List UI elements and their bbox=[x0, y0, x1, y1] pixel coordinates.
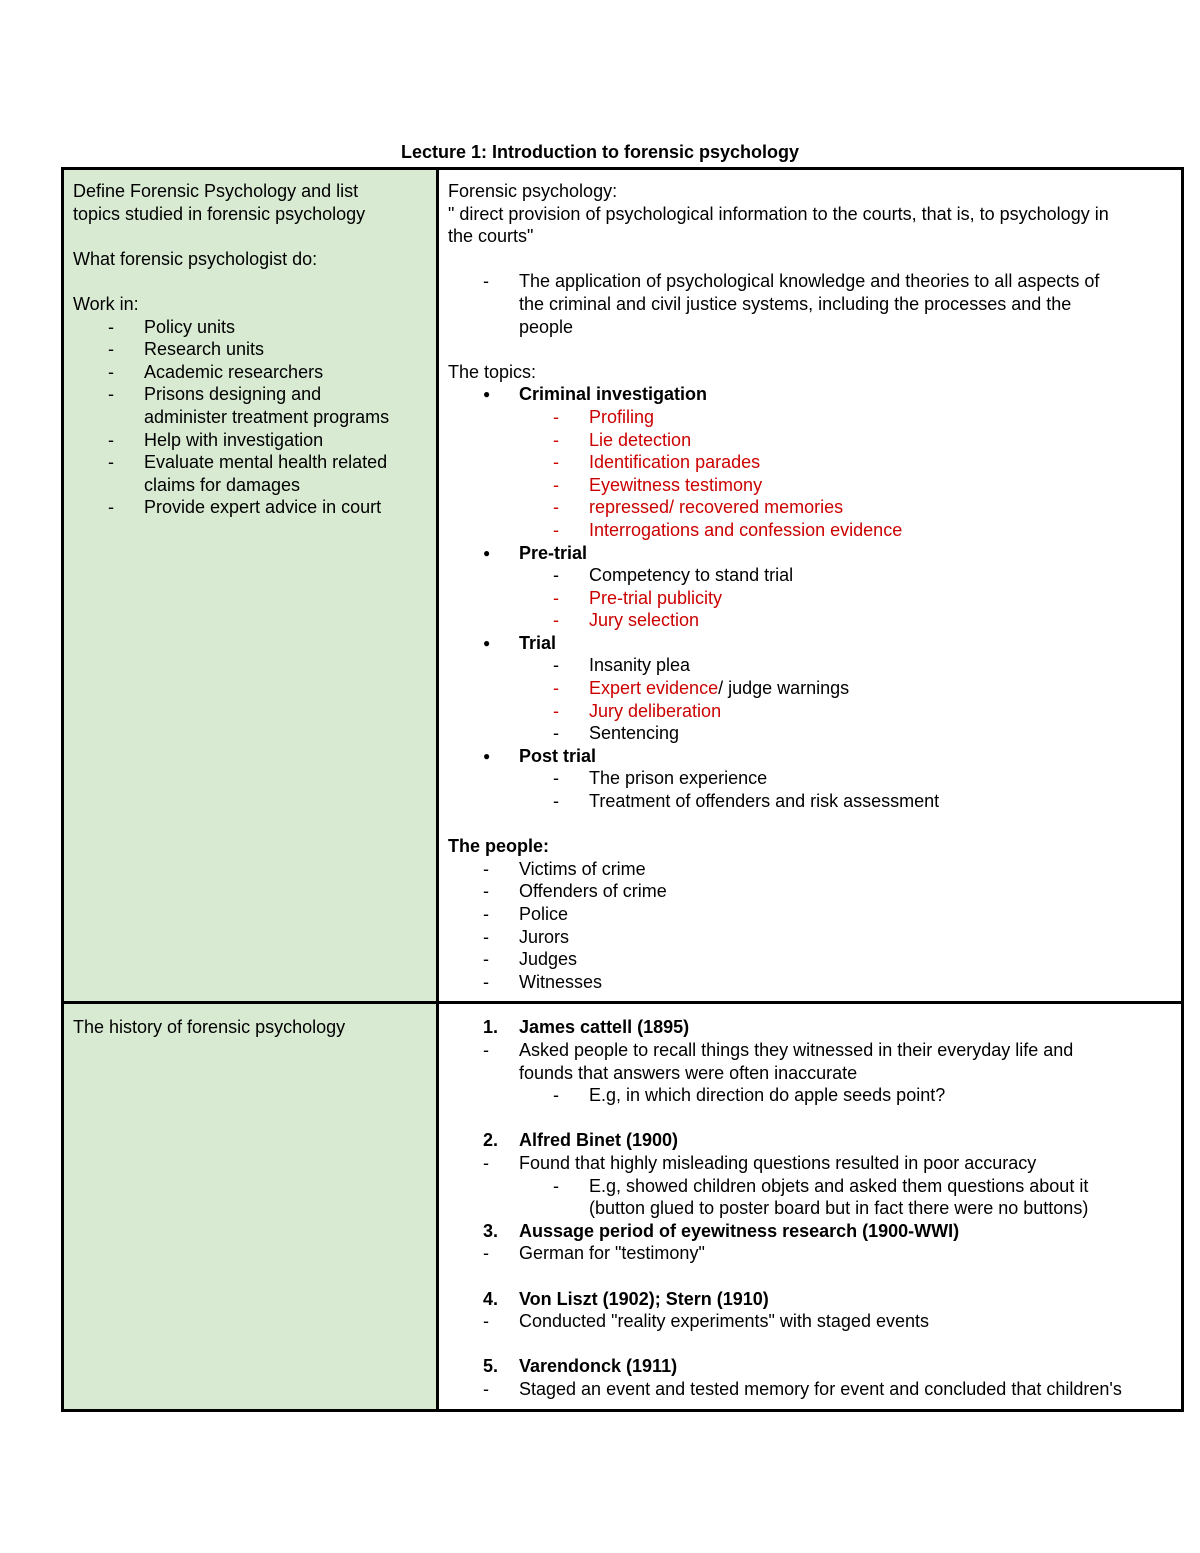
entry-number: 3. bbox=[483, 1220, 499, 1241]
dash-bullet: - bbox=[553, 565, 559, 586]
entry-number: 5. bbox=[483, 1356, 499, 1377]
person-item-text: Witnesses bbox=[519, 971, 603, 992]
dash-bullet: - bbox=[108, 384, 114, 405]
topic-item-text bbox=[589, 609, 1173, 632]
text-part: Lie detection bbox=[589, 429, 692, 450]
dash-bullet: - bbox=[108, 316, 114, 337]
bullet-icon: ● bbox=[483, 387, 491, 402]
dash-bullet: - bbox=[553, 497, 559, 518]
spacer bbox=[448, 1265, 1173, 1288]
dash-bullet: - bbox=[483, 1243, 489, 1264]
entry-heading: Varendonck (1911) bbox=[519, 1356, 678, 1377]
topic-item-text bbox=[589, 451, 1173, 474]
topic-item bbox=[448, 451, 1173, 474]
list-item bbox=[73, 383, 428, 428]
list-item bbox=[73, 316, 428, 339]
topic-item bbox=[448, 700, 1173, 723]
entry-heading: Aussage period of eyewitness research (1900-WWI) bbox=[519, 1220, 960, 1241]
document-title: Lecture 1: Introduction to forensic psychology bbox=[400, 142, 800, 162]
text-part: repressed/ recovered memories bbox=[589, 497, 844, 518]
text-part: Jury selection bbox=[589, 610, 700, 631]
people-list bbox=[448, 858, 1173, 994]
history-point bbox=[448, 1039, 1173, 1084]
dash-bullet: - bbox=[553, 791, 559, 812]
text-part: Competency to stand trial bbox=[589, 565, 794, 586]
application-text-text: The application of psychological knowledge and theories to all aspects of bbox=[519, 271, 1100, 292]
history-point-text: E.g, showed children objets and asked them questions about it bbox=[589, 1175, 1089, 1196]
dash-bullet: - bbox=[108, 452, 114, 473]
history-point-text: Asked people to recall things they witnessed in their everyday life and bbox=[519, 1039, 1074, 1060]
dash-bullet: - bbox=[483, 1039, 489, 1060]
person-item-text: Victims of crime bbox=[519, 858, 646, 879]
history-point-text: Found that highly misleading questions resulted in poor accuracy bbox=[519, 1152, 1037, 1173]
row1-right-cell bbox=[438, 169, 1183, 1003]
history-label: The history of forensic psychology bbox=[73, 1017, 346, 1038]
history-point-text: Conducted "reality experiments" with staged events bbox=[519, 1311, 929, 1332]
list-item bbox=[73, 338, 428, 361]
fp-label: Forensic psychology: bbox=[448, 181, 618, 201]
history-list bbox=[448, 1016, 1173, 1400]
dash-bullet: - bbox=[483, 1311, 489, 1332]
topic-item bbox=[448, 474, 1173, 497]
topic-name: Post trial bbox=[519, 745, 597, 766]
topic-name: Pre-trial bbox=[519, 542, 588, 563]
topic-item bbox=[448, 654, 1173, 677]
topic-item bbox=[448, 406, 1173, 429]
history-point bbox=[448, 1152, 1173, 1175]
history-point-text: founds that answers were often inaccurate bbox=[519, 1062, 858, 1083]
row2-right-cell bbox=[438, 1003, 1183, 1411]
text-part: / judge warnings bbox=[718, 678, 850, 699]
history-heading bbox=[448, 1288, 1173, 1311]
dash-bullet: - bbox=[553, 1175, 559, 1196]
dash-bullet: - bbox=[483, 271, 489, 292]
history-point-text: Staged an event and tested memory for event and concluded that children's bbox=[519, 1378, 1122, 1399]
dash-bullet: - bbox=[483, 1378, 489, 1399]
history-heading bbox=[448, 1016, 1173, 1039]
history-point-text: (button glued to poster board but in fact there were no buttons) bbox=[589, 1198, 1089, 1219]
person-item-text: Judges bbox=[519, 949, 578, 970]
topic-item-text bbox=[589, 654, 1173, 677]
topic-item-text bbox=[589, 519, 1173, 542]
list-item bbox=[73, 429, 428, 452]
topic-item bbox=[448, 677, 1173, 700]
row1-left-cell bbox=[63, 169, 438, 1003]
entry-number: 1. bbox=[483, 1017, 499, 1038]
quote-line-2: the courts" bbox=[448, 226, 534, 247]
text-part: Treatment of offenders and risk assessment bbox=[589, 791, 940, 812]
history-point bbox=[448, 1310, 1173, 1333]
quote-line-1: " direct provision of psychological information to the courts, that is, to psychology in bbox=[448, 203, 1109, 224]
person-item bbox=[448, 858, 1173, 881]
bullet-icon: ● bbox=[483, 635, 491, 650]
bullet-icon: ● bbox=[483, 545, 491, 560]
spacer bbox=[448, 1333, 1173, 1356]
person-item bbox=[448, 948, 1173, 971]
bullet-icon: ● bbox=[483, 748, 491, 763]
topic-item-text bbox=[589, 587, 1173, 610]
dash-bullet: - bbox=[483, 858, 489, 879]
dash-bullet: - bbox=[483, 881, 489, 902]
list-item-text: Academic researchers bbox=[144, 361, 324, 382]
dash-bullet: - bbox=[483, 1152, 489, 1173]
topic-heading bbox=[448, 542, 1173, 565]
text-part: Identification parades bbox=[589, 452, 761, 473]
text-part: Profiling bbox=[589, 406, 655, 427]
topics-label: The topics: bbox=[448, 361, 537, 382]
list-item-text: Research units bbox=[144, 339, 265, 360]
topic-item bbox=[448, 722, 1173, 745]
text-part: Interrogations and confession evidence bbox=[589, 519, 903, 540]
dash-bullet: - bbox=[553, 678, 559, 699]
work-in-list bbox=[73, 316, 428, 519]
topic-item bbox=[448, 429, 1173, 452]
topic-heading bbox=[448, 383, 1173, 406]
topic-item bbox=[448, 519, 1173, 542]
dash-bullet: - bbox=[553, 1085, 559, 1106]
dash-bullet: - bbox=[108, 339, 114, 360]
topic-item-text bbox=[589, 767, 1173, 790]
topic-heading bbox=[448, 745, 1173, 768]
dash-bullet: - bbox=[483, 904, 489, 924]
topic-item bbox=[448, 587, 1173, 610]
dash-bullet: - bbox=[553, 723, 559, 744]
dash-bullet: - bbox=[108, 361, 114, 382]
work-in-label: Work in: bbox=[73, 293, 139, 314]
topic-name: Trial bbox=[519, 632, 557, 653]
entry-number: 4. bbox=[483, 1288, 499, 1309]
topic-heading bbox=[448, 632, 1173, 655]
text-part: Eyewitness testimony bbox=[589, 474, 763, 495]
person-item bbox=[448, 880, 1173, 903]
application-text bbox=[448, 270, 1173, 338]
history-point bbox=[448, 1084, 1173, 1107]
person-item-text: Jurors bbox=[519, 926, 570, 947]
topic-item bbox=[448, 496, 1173, 519]
list-item bbox=[73, 361, 428, 384]
dash-bullet: - bbox=[553, 474, 559, 495]
history-point-text: E.g, in which direction do apple seeds point? bbox=[589, 1085, 946, 1106]
text-part: Jury deliberation bbox=[589, 700, 722, 721]
dash-bullet: - bbox=[108, 429, 114, 450]
topic-name: Criminal investigation bbox=[519, 384, 708, 405]
list-item bbox=[73, 451, 428, 496]
table-row bbox=[63, 1003, 1183, 1411]
dash-bullet: - bbox=[553, 655, 559, 676]
topic-item bbox=[448, 790, 1173, 813]
text-part: Insanity plea bbox=[589, 655, 691, 676]
topic-item-text bbox=[589, 790, 1173, 813]
row2-left-cell bbox=[63, 1003, 438, 1411]
application-item bbox=[448, 270, 1173, 338]
list-item-text: Evaluate mental health related bbox=[144, 452, 388, 473]
list-item-text: Policy units bbox=[144, 316, 236, 337]
topic-item-text bbox=[589, 496, 1173, 519]
dash-bullet: - bbox=[553, 452, 559, 473]
history-heading bbox=[448, 1129, 1173, 1152]
dash-bullet: - bbox=[553, 768, 559, 789]
dash-bullet: - bbox=[483, 971, 489, 992]
topic-item-text bbox=[589, 406, 1173, 429]
define-line-2: topics studied in forensic psychology bbox=[73, 203, 366, 224]
entry-heading: James cattell (1895) bbox=[519, 1017, 690, 1038]
history-heading bbox=[448, 1355, 1173, 1378]
dash-bullet: - bbox=[483, 926, 489, 947]
notes-table bbox=[61, 167, 1184, 1412]
list-item-text: administer treatment programs bbox=[144, 406, 390, 427]
people-label: The people: bbox=[448, 836, 550, 857]
dash-bullet: - bbox=[483, 949, 489, 970]
person-item-text: Offenders of crime bbox=[519, 881, 667, 902]
list-item-text: claims for damages bbox=[144, 474, 301, 495]
person-item bbox=[448, 926, 1173, 949]
history-heading bbox=[448, 1220, 1173, 1243]
dash-bullet: - bbox=[108, 497, 114, 518]
dash-bullet: - bbox=[553, 587, 559, 608]
person-item bbox=[448, 903, 1173, 926]
entry-heading: Alfred Binet (1900) bbox=[519, 1130, 679, 1151]
application-text-text: people bbox=[519, 316, 574, 337]
entry-heading: Von Liszt (1902); Stern (1910) bbox=[519, 1288, 769, 1309]
text-part: Expert evidence bbox=[589, 678, 719, 699]
text-part: Sentencing bbox=[589, 723, 680, 744]
text-part: The prison experience bbox=[589, 768, 768, 789]
topic-item-text bbox=[589, 722, 1173, 745]
history-point bbox=[448, 1242, 1173, 1265]
person-item bbox=[448, 971, 1173, 994]
topic-item bbox=[448, 564, 1173, 587]
topic-item bbox=[448, 767, 1173, 790]
dash-bullet: - bbox=[553, 610, 559, 631]
topic-item-text bbox=[589, 474, 1173, 497]
topic-item-text bbox=[589, 429, 1173, 452]
history-point-text: German for "testimony" bbox=[519, 1243, 705, 1264]
spacer bbox=[448, 1107, 1173, 1130]
dash-bullet: - bbox=[553, 429, 559, 450]
table-row bbox=[63, 169, 1183, 1003]
dash-bullet: - bbox=[553, 406, 559, 427]
topic-item-text bbox=[589, 677, 1173, 700]
history-point bbox=[448, 1378, 1173, 1401]
list-item-text: Prisons designing and bbox=[144, 384, 322, 405]
define-line-1: Define Forensic Psychology and list bbox=[73, 181, 359, 201]
entry-number: 2. bbox=[483, 1130, 499, 1151]
list-item bbox=[73, 496, 428, 519]
topic-item-text bbox=[589, 564, 1173, 587]
text-part: Pre-trial publicity bbox=[589, 587, 723, 608]
topic-item bbox=[448, 609, 1173, 632]
list-item-text: Provide expert advice in court bbox=[144, 497, 382, 518]
application-text-text: the criminal and civil justice systems, including the processes and the bbox=[519, 293, 1072, 314]
topics-list bbox=[448, 383, 1173, 812]
list-item-text: Help with investigation bbox=[144, 429, 324, 450]
what-line: What forensic psychologist do: bbox=[73, 248, 318, 269]
dash-bullet: - bbox=[553, 519, 559, 540]
topic-item-text bbox=[589, 700, 1173, 723]
dash-bullet: - bbox=[553, 700, 559, 721]
history-point bbox=[448, 1175, 1173, 1220]
person-item-text: Police bbox=[519, 904, 569, 924]
